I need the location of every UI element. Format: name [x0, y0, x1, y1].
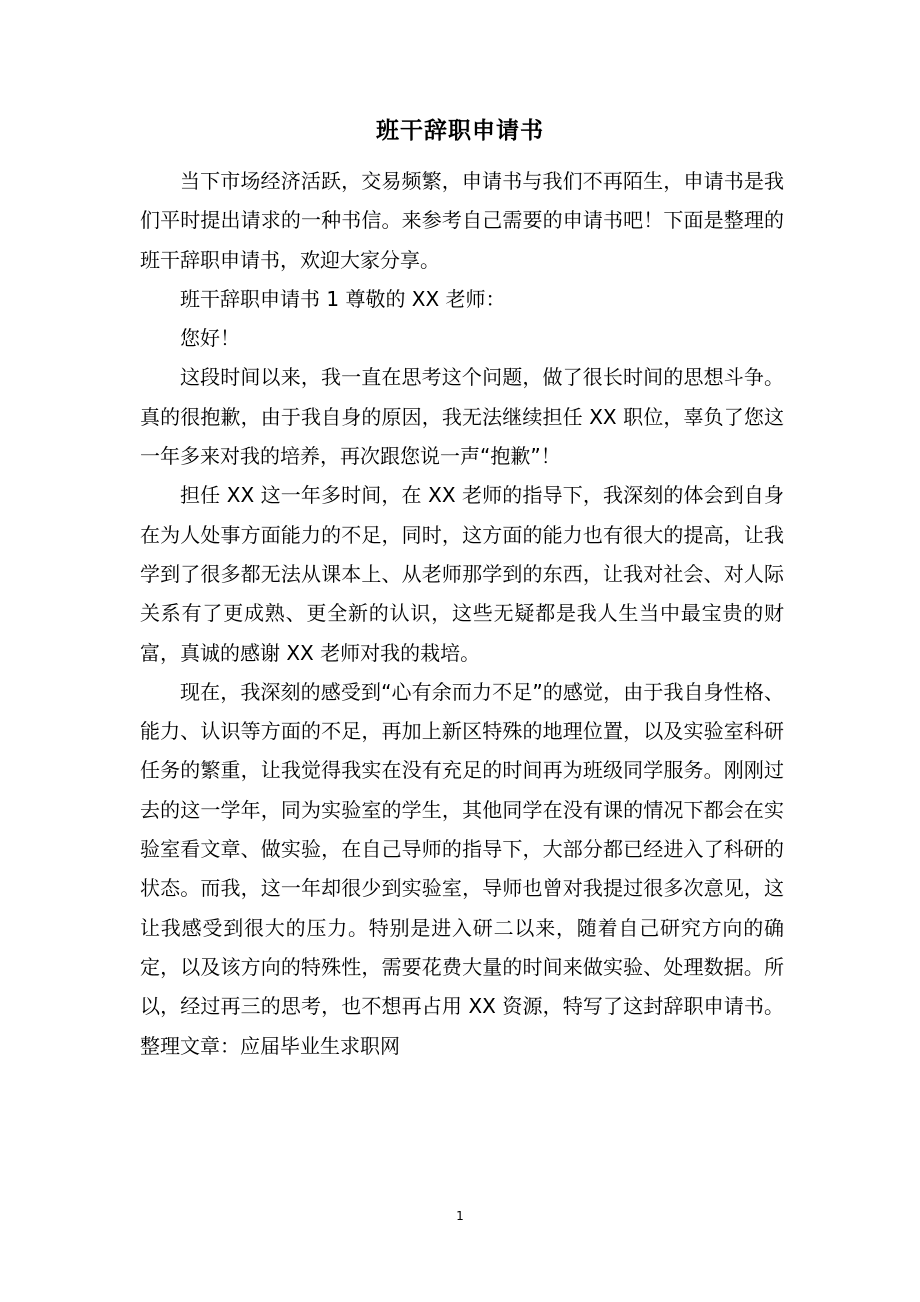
page-number: 1 — [456, 1209, 464, 1223]
body-paragraph: 担任 XX 这一年多时间，在 XX 老师的指导下，我深刻的体会到自身在为人处事方面能力的不足，同时，这方面的能力也有很大的提高，让我学到了很多都无法从课本上、从老师那学到的东西，让我对社会、对人际关系有了更成熟、更全新的认识，这些无疑都是我人生当中最宝贵的财富，真诚的感谢 XX 老师对我的栽培。 — [140, 483, 784, 665]
letter-heading: 班干辞职申请书 1 尊敬的 XX 老师： — [180, 286, 506, 311]
document-title: 班干辞职申请书 — [376, 118, 544, 144]
intro-paragraph: 当下市场经济活跃，交易频繁，申请书与我们不再陌生，申请书是我们平时提出请求的一种书信。来参考自己需要的申请书吧！下面是整理的班干辞职申请书，欢迎大家分享。 — [140, 169, 784, 272]
document-body — [140, 162, 784, 1066]
body-paragraph: 这段时间以来，我一直在思考这个问题，做了很长时间的思想斗争。真的很抱歉，由于我自身的原因，我无法继续担任 XX 职位，辜负了您这一年多来对我的培养，再次跟您说一声“抱歉”！ — [140, 365, 784, 469]
greeting: 您好！ — [180, 326, 240, 351]
body-paragraph: 现在，我深刻的感受到“心有余而力不足”的感觉，由于我自身性格、能力、认识等方面的不足，再加上新区特殊的地理位置，以及实验室科研任务的繁重，让我觉得我实在没有充足的时间再为班级同学服务。刚刚过去的这一学年，同为实验室的学生，其他同学在没有课的情况下都会在实验室看文章、做实验，在自己导师的指导下，大部分都已经进入了科研的状态。而我，这一年却很少到实验室，导师也曾对我提过很多次意见，这让我感受到很大的压力。特别是进入研二以来，随着自己研究方向的确定，以及该方向的特殊性，需要花费大量的时间来做实验、处理数据。所以，经过再三的思考，也不想再占用 XX 资源，特写了这封辞职申请书。整理文章：应届毕业生求职网 — [140, 679, 784, 1058]
